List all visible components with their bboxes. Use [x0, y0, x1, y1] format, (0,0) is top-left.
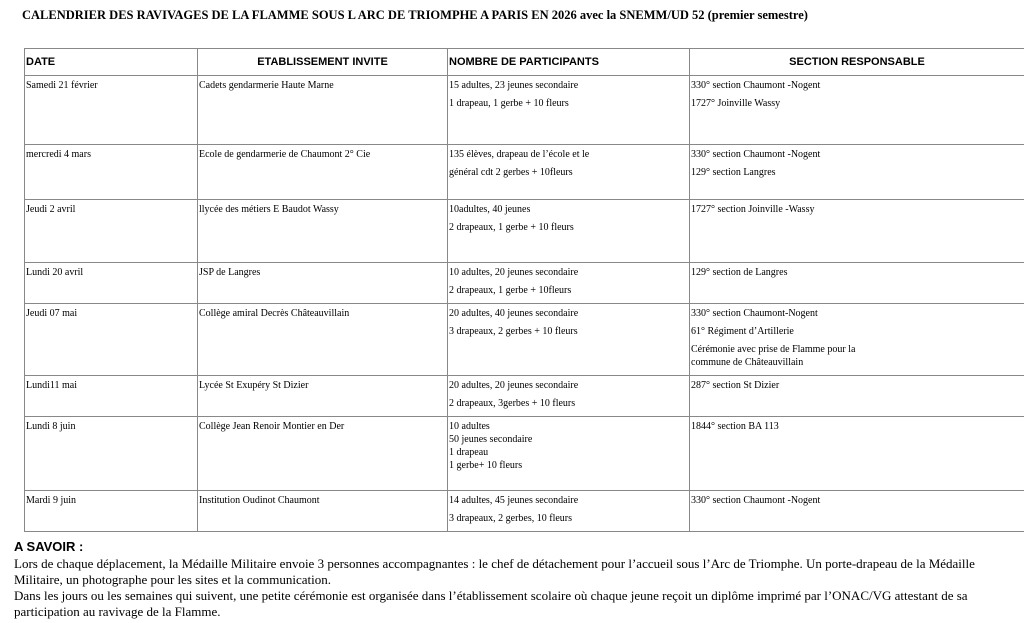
cell-section-line: Cérémonie avec prise de Flamme pour la	[691, 344, 856, 355]
table-row	[25, 145, 1024, 200]
cell-participants-line: 15 adultes, 23 jeunes secondaire	[449, 80, 579, 91]
cell-participants	[448, 304, 690, 376]
cell-etablissement	[198, 417, 448, 491]
cell-etablissement-text: Lycée St Exupéry St Dizier	[199, 380, 309, 391]
cell-date-text: Samedi 21 février	[26, 80, 98, 91]
cell-participants	[448, 76, 690, 145]
table-header-row	[25, 49, 1024, 76]
cell-participants	[448, 145, 690, 200]
cell-date	[25, 263, 198, 304]
cell-section	[690, 376, 1024, 417]
cell-participants	[448, 417, 690, 491]
cell-participants-line: 135 élèves, drapeau de l’école et le	[449, 149, 590, 160]
cell-section-line: 330° section Chaumont -Nogent	[691, 495, 821, 506]
cell-section	[690, 76, 1024, 145]
cell-section	[690, 200, 1024, 263]
cell-date-text: Lundi 20 avril	[26, 267, 84, 278]
cell-date	[25, 76, 198, 145]
cell-date	[25, 417, 198, 491]
cell-section-line: 1727° Joinville Wassy	[691, 98, 781, 109]
cell-date-text: Jeudi 07 mai	[26, 308, 78, 319]
cell-participants	[448, 376, 690, 417]
cell-participants-line: 14 adultes, 45 jeunes secondaire	[449, 495, 579, 506]
cell-participants-line: 10adultes, 40 jeunes	[449, 204, 531, 215]
column-header-etablissement: ETABLISSEMENT INVITE	[198, 49, 448, 76]
cell-section	[690, 263, 1024, 304]
cell-date-text: Lundi 8 juin	[26, 421, 76, 432]
cell-date-text: mercredi 4 mars	[26, 149, 91, 160]
cell-section-line: 287° section St Dizier	[691, 380, 780, 391]
cell-section	[690, 417, 1024, 491]
cell-etablissement-text: Collège amiral Decrès Châteauvillain	[199, 308, 350, 319]
cell-date	[25, 200, 198, 263]
cell-participants-line: général cdt 2 gerbes + 10fleurs	[449, 167, 573, 178]
info-paragraph: Dans les jours ou les semaines qui suivent, une petite cérémonie est organisée dans l’établissement scolaire où chaque jeune reçoit un diplôme imprimé par l’ONAC/VG attestant de sa participation au ravivage de la Flamme.	[14, 588, 968, 619]
cell-etablissement-text: Cadets gendarmerie Haute Marne	[199, 80, 334, 91]
calendar-table	[24, 48, 1024, 532]
cell-participants-line: 50 jeunes secondaire	[449, 434, 533, 445]
table-row	[25, 200, 1024, 263]
cell-date	[25, 145, 198, 200]
table-body	[25, 76, 1024, 532]
document-title: CALENDRIER DES RAVIVAGES DE LA FLAMME SOUS L ARC DE TRIOMPHE A PARIS EN 2026 avec la SNEMM/UD 52 (premier semestre)	[22, 8, 808, 22]
cell-etablissement-text: Institution Oudinot Chaumont	[199, 495, 320, 506]
table-row	[25, 76, 1024, 145]
cell-section-line: 330° section Chaumont -Nogent	[691, 149, 821, 160]
cell-participants-line: 10 adultes	[449, 421, 490, 432]
cell-etablissement	[198, 263, 448, 304]
cell-section-line: 330° section Chaumont-Nogent	[691, 308, 818, 319]
column-header-participants: NOMBRE DE PARTICIPANTS	[448, 49, 690, 76]
cell-etablissement-text: JSP de Langres	[199, 267, 261, 278]
cell-participants-line: 10 adultes, 20 jeunes secondaire	[449, 267, 579, 278]
cell-etablissement	[198, 200, 448, 263]
cell-etablissement	[198, 76, 448, 145]
cell-section	[690, 145, 1024, 200]
cell-etablissement	[198, 304, 448, 376]
cell-etablissement	[198, 491, 448, 532]
cell-date	[25, 304, 198, 376]
cell-etablissement-text: Collège Jean Renoir Montier en Der	[199, 421, 345, 432]
cell-participants	[448, 200, 690, 263]
cell-participants-line: 2 drapeaux, 1 gerbe + 10 fleurs	[449, 222, 574, 233]
cell-etablissement	[198, 376, 448, 417]
cell-participants-line: 1 drapeau, 1 gerbe + 10 fleurs	[449, 98, 569, 109]
cell-section	[690, 304, 1024, 376]
cell-participants-line: 20 adultes, 20 jeunes secondaire	[449, 380, 579, 391]
cell-participants	[448, 491, 690, 532]
table-row	[25, 491, 1024, 532]
info-section	[14, 539, 1014, 620]
cell-section-line: 1844° section BA 113	[691, 421, 779, 432]
table-row	[25, 417, 1024, 491]
info-title: A SAVOIR :	[14, 539, 84, 554]
cell-participants-line: 3 drapeaux, 2 gerbes, 10 fleurs	[449, 513, 573, 524]
cell-etablissement-text: llycée des métiers E Baudot Wassy	[199, 204, 339, 215]
column-header-date: DATE	[25, 49, 198, 76]
column-header-section: SECTION RESPONSABLE	[690, 49, 1024, 76]
cell-section-line: 129° section de Langres	[691, 267, 788, 278]
table-row	[25, 376, 1024, 417]
cell-date-text: Lundi11 mai	[26, 380, 78, 391]
cell-section-line: 330° section Chaumont -Nogent	[691, 80, 821, 91]
cell-date	[25, 491, 198, 532]
cell-section-line: 61° Régiment d’Artillerie	[691, 326, 794, 337]
cell-date	[25, 376, 198, 417]
cell-section-line: 129° section Langres	[691, 167, 776, 178]
cell-participants-line: 1 drapeau	[449, 447, 489, 458]
info-paragraph: Lors de chaque déplacement, la Médaille Militaire envoie 3 personnes accompagnantes : le chef de détachement pour l’accueil sous l’Arc de Triomphe. Un porte-drapeau de la Médaille Militaire, un photographe pour les sites et la communication.	[14, 556, 975, 587]
cell-date-text: Jeudi 2 avril	[26, 204, 76, 215]
cell-etablissement-text: Ecole de gendarmerie de Chaumont 2° Cie	[199, 149, 371, 160]
cell-participants-line: 1 gerbe+ 10 fleurs	[449, 460, 523, 471]
table-row	[25, 263, 1024, 304]
cell-participants-line: 3 drapeaux, 2 gerbes + 10 fleurs	[449, 326, 578, 337]
cell-participants-line: 2 drapeaux, 3gerbes + 10 fleurs	[449, 398, 576, 409]
cell-section-line: commune de Châteauvillain	[691, 357, 804, 368]
cell-section-line: 1727° section Joinville -Wassy	[691, 204, 815, 215]
cell-date-text: Mardi 9 juin	[26, 495, 76, 506]
cell-section	[690, 491, 1024, 532]
cell-participants-line: 2 drapeaux, 1 gerbe + 10fleurs	[449, 285, 572, 296]
cell-participants-line: 20 adultes, 40 jeunes secondaire	[449, 308, 579, 319]
table-row	[25, 304, 1024, 376]
cell-etablissement	[198, 145, 448, 200]
cell-participants	[448, 263, 690, 304]
